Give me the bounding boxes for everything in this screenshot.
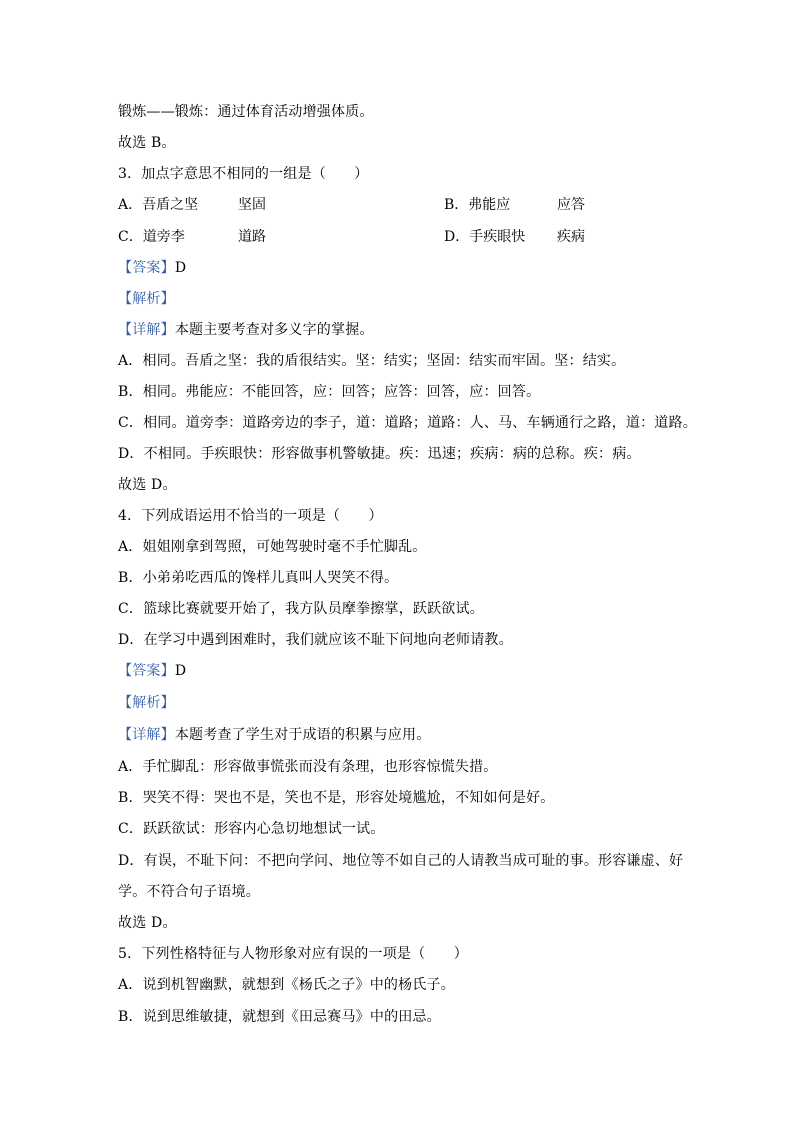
analysis-tag: 【解析】 — [118, 291, 175, 307]
answer-tag: 【答案】 — [118, 260, 175, 276]
answer-line — [118, 662, 186, 680]
detail-text: 本题考查了学生对于成语的积累与应用。 — [174, 727, 431, 743]
answer-value: D — [174, 260, 187, 276]
question-5: 5．下列性格特征与人物形象对应有误的一项是（ ） — [118, 946, 468, 962]
text-line: 锻炼——锻炼：通过体育活动增强体质。 — [118, 104, 374, 120]
analysis-line — [118, 694, 175, 712]
option-d-word: 疾病 — [557, 229, 585, 245]
text-line: D．不相同。手疾眼快：形容做事机警敏捷。疾：迅速；疾病：病的总称。疾：病。 — [118, 446, 641, 462]
text-line: B．相同。弗能应：不能回答，应：回答；应答：回答，应：回答。 — [118, 384, 541, 400]
option-d-label: D．手疾眼快 — [444, 229, 526, 245]
text-line: B．小弟弟吃西瓜的馋样儿真叫人哭笑不得。 — [118, 570, 399, 586]
option-b-word: 应答 — [557, 197, 585, 213]
text-line: B．说到思维敏捷，就想到《田忌赛马》中的田忌。 — [118, 1009, 441, 1025]
option-c-word: 道路 — [238, 229, 266, 245]
answer-tag: 【答案】 — [118, 663, 175, 679]
detail-text: 本题主要考查对多义字的掌握。 — [174, 322, 374, 338]
option-a-word: 坚固 — [238, 197, 266, 213]
text-line: A．手忙脚乱：形容做事慌张而没有条理，也形容惊慌失措。 — [118, 759, 498, 775]
text-line: C．篮球比赛就要开始了，我方队员摩拳擦掌，跃跃欲试。 — [118, 601, 484, 617]
question-4: 4．下列成语运用不恰当的一项是（ ） — [118, 508, 383, 524]
text-line: 故选 D。 — [118, 915, 177, 931]
question-3: 3．加点字意思不相同的一组是（ ） — [118, 166, 369, 182]
text-line: 故选 D。 — [118, 477, 177, 493]
text-line: 故选 B。 — [118, 135, 176, 151]
option-a-label: A．吾盾之坚 — [118, 197, 199, 213]
detail-tag: 【详解】 — [118, 727, 175, 743]
detail-line — [118, 321, 374, 339]
text-line: D．在学习中遇到困难时，我们就应该不耻下问地向老师请教。 — [118, 632, 513, 648]
text-line: A．说到机智幽默，就想到《杨氏之子》中的杨氏子。 — [118, 977, 455, 993]
text-line: C．相同。道旁李：道路旁边的李子，道：道路；道路：人、马、车辆通行之路，道：道路。 — [118, 415, 697, 431]
text-line: A．姐姐刚拿到驾照，可她驾驶时毫不手忙脚乱。 — [118, 539, 427, 555]
answer-line — [118, 259, 186, 277]
text-line: A．相同。吾盾之坚：我的盾很结实。坚：结实；坚固：结实而牢固。坚：结实。 — [118, 353, 626, 369]
option-c-label: C．道旁李 — [118, 229, 185, 245]
text-line: 学。不符合句子语境。 — [118, 884, 260, 900]
text-line: B．哭笑不得：哭也不是，笑也不是，形容处境尴尬，不知如何是好。 — [118, 790, 555, 806]
text-line: D．有误，不耻下问：不把向学问、地位等不如自己的人请教当成可耻的事。形容谦虚、好 — [118, 853, 684, 869]
answer-value: D — [174, 663, 187, 679]
option-b-label: B．弗能应 — [444, 197, 511, 213]
text-line: C．跃跃欲试：形容内心急切地想试一试。 — [118, 821, 385, 837]
analysis-line — [118, 290, 175, 308]
analysis-tag: 【解析】 — [118, 695, 175, 711]
detail-tag: 【详解】 — [118, 322, 175, 338]
detail-line — [118, 726, 430, 744]
